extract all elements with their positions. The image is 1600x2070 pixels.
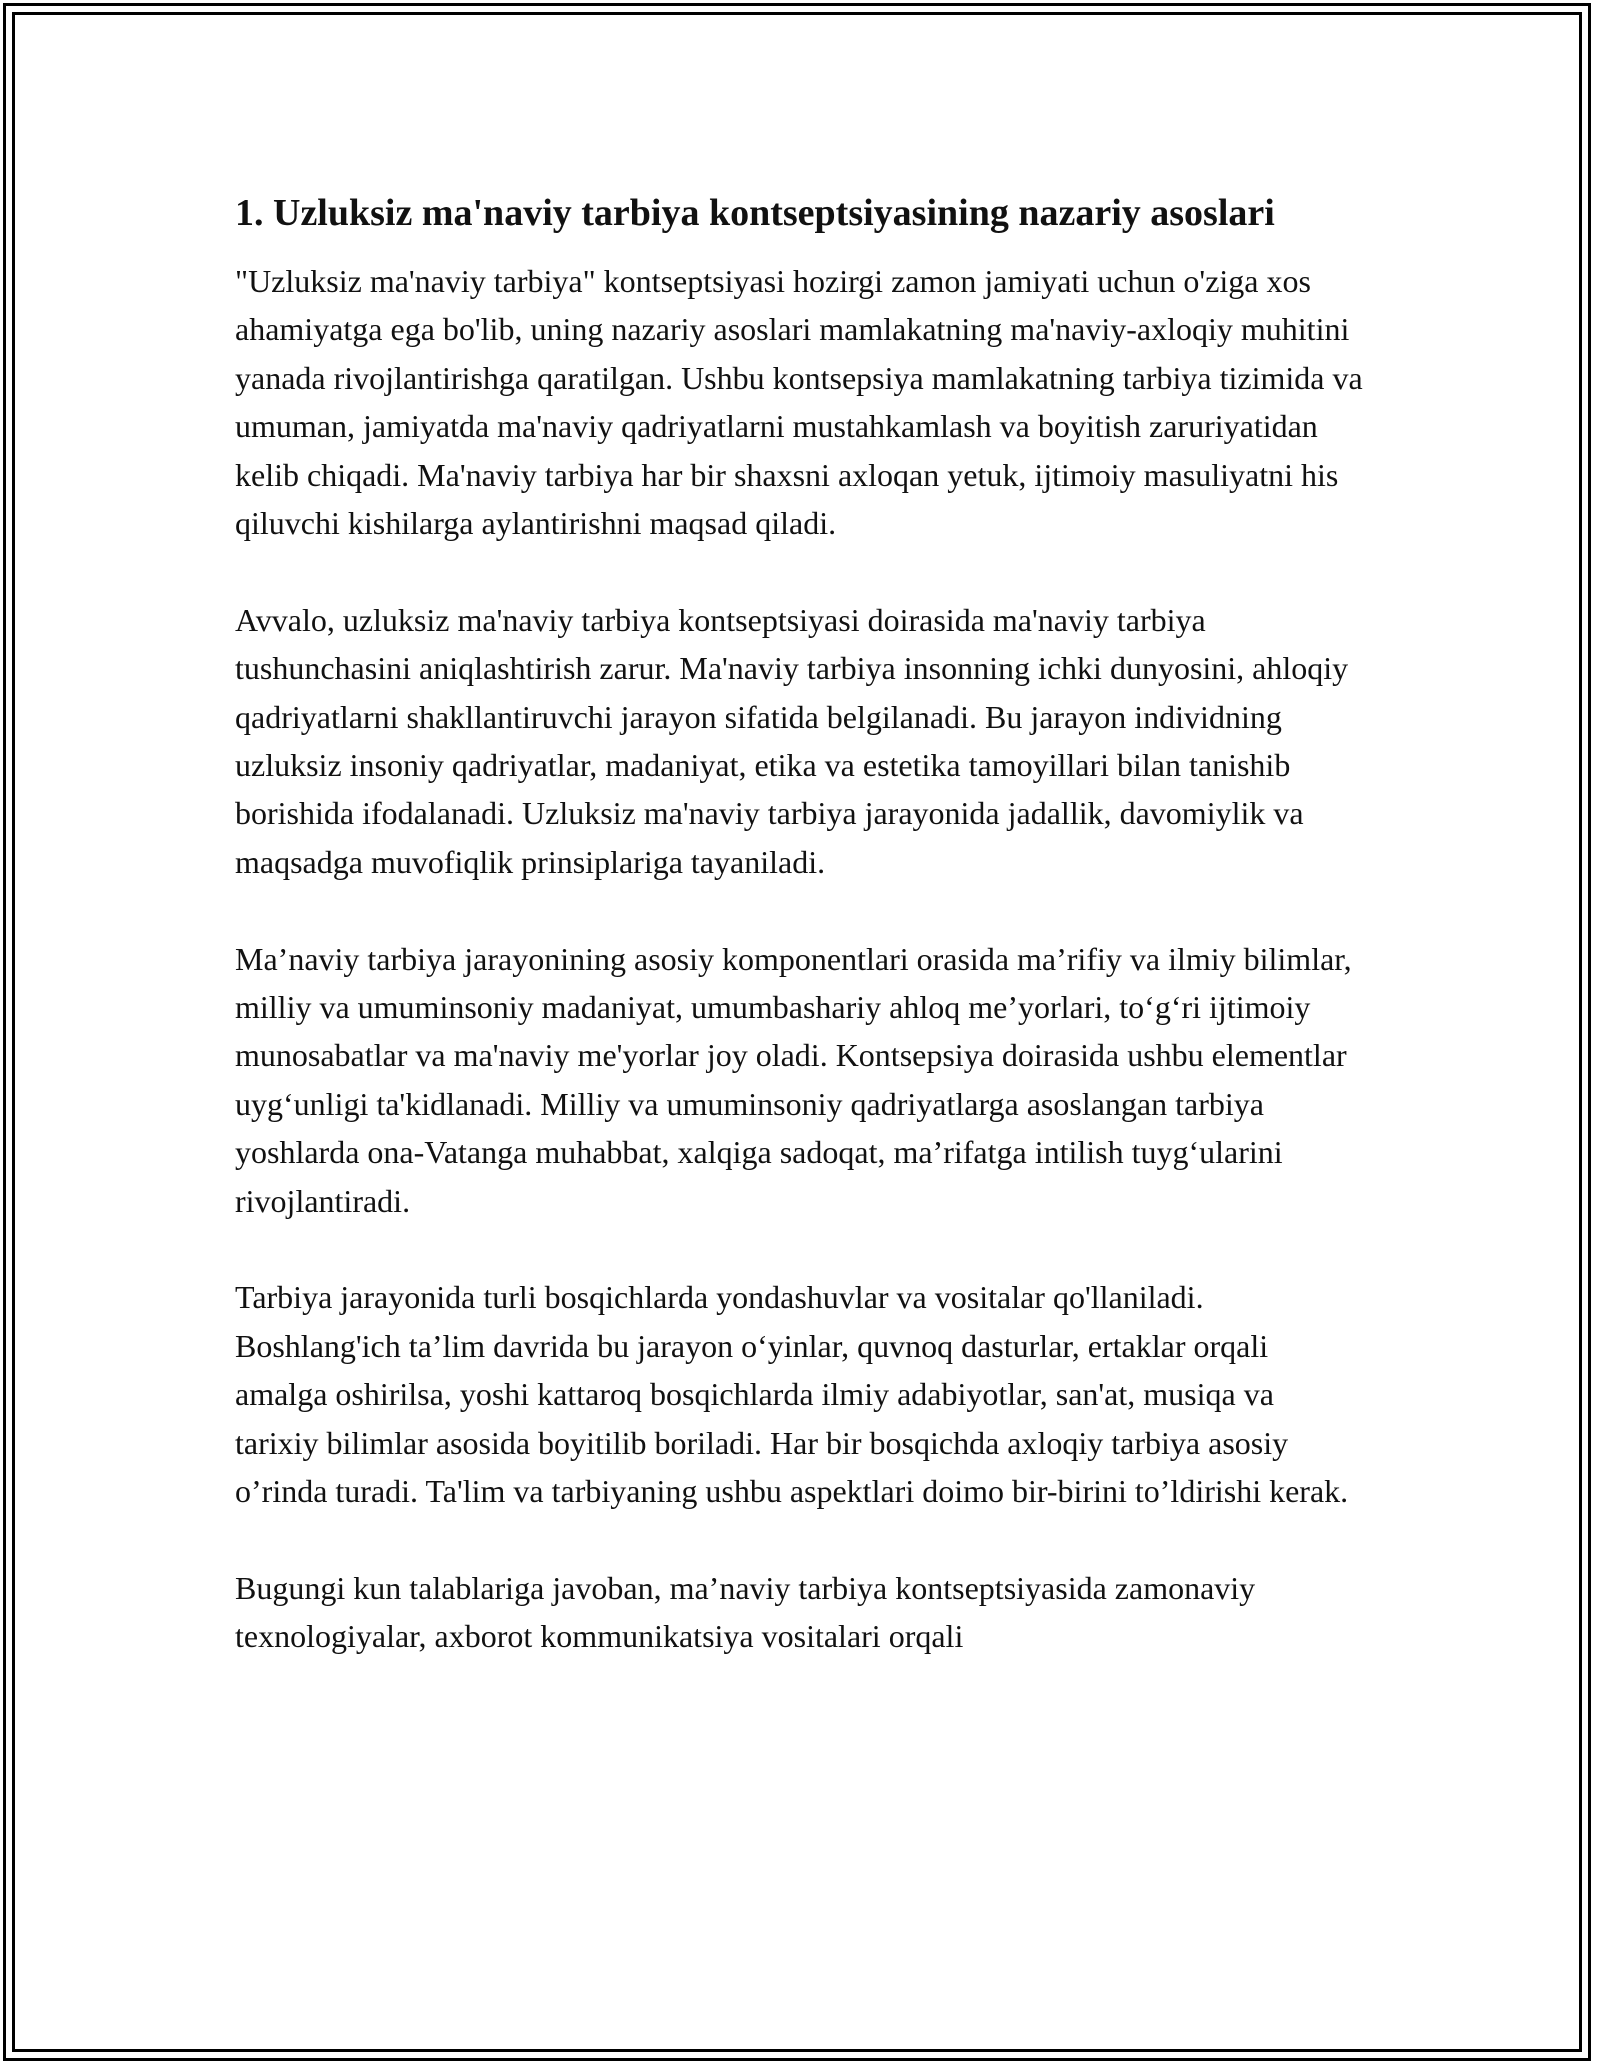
paragraph-3: Ma’naviy tarbiya jarayonining asosiy komponentlari orasida ma’rifiy va ilmiy bilimlar, milliy va umuminsoniy madaniyat, umumbashariy ahloq me’yorlari, to‘g‘ri ijtimoiy munosabatlar va ma'naviy me'yorlar joy oladi. Kontsepsiya doirasida ushbu elementlar uyg‘unligi ta'kidlanadi. Milliy va umuminsoniy qadriyatlarga asoslangan tarbiya yoshlarda ona-Vatanga muhabbat, xalqiga sadoqat, ma’rifatga intilish tuyg‘ularini rivojlantiradi. — [235, 940, 1352, 1219]
paragraph-1: "Uzluksiz ma'naviy tarbiya" kontseptsiyasi hozirgi zamon jamiyati uchun o'ziga xos ahamiyatga ega bo'lib, uning nazariy asoslari mamlakatning ma'naviy-axloqiy muhitini yanada rivojlantirishga qaratilgan. Ushbu kontsepsiya mamlakatning tarbiya tizimida va umuman, jamiyatda ma'naviy qadriyatlarni mustahkamlash va boyitish zaruriyatidan kelib chiqadi. Ma'naviy tarbiya har bir shaxsni axloqan yetuk, ijtimoiy masuliyatni his qiluvchi kishilarga aylantirishni maqsad qiladi. — [235, 263, 1363, 542]
paragraph-4: Tarbiya jarayonida turli bosqichlarda yondashuvlar va vositalar qo'llaniladi. Boshlang'ich ta’lim davrida bu jarayon o‘yinlar, quvnoq dasturlar, ertaklar orqali amalga oshirilsa, yoshi kattaroq bosqichlarda ilmiy adabiyotlar, san'at, musiqa va tarixiy bilimlar asosida boyitilib boriladi. Har bir bosqichda axloqiy tarbiya asosiy o’rinda turadi. Ta'lim va tarbiyaning ushbu aspektlari doimo bir-birini to’ldirishi kerak. — [235, 1279, 1349, 1510]
section-heading: 1. Uzluksiz ma'naviy tarbiya kontseptsiyasining nazariy asoslari — [235, 192, 1275, 234]
document-body — [235, 186, 1365, 1709]
paragraph-5: Bugungi kun talablariga javoban, ma’naviy tarbiya kontseptsiyasida zamonaviy texnologiyalar, axborot kommunikatsiya vositalari orqali — [235, 1569, 1256, 1655]
paragraph-2: Avvalo, uzluksiz ma'naviy tarbiya kontseptsiyasi doirasida ma'naviy tarbiya tushunchasini aniqlashtirish zarur. Ma'naviy tarbiya insonning ichki dunyosini, ahloqiy qadriyatlarni shakllantiruvchi jarayon sifatida belgilanadi. Bu jarayon individning uzluksiz insoniy qadriyatlar, madaniyat, etika va estetika tamoyillari bilan tanishib borishida ifodalanadi. Uzluksiz ma'naviy tarbiya jarayonida jadallik, davomiylik va maqsadga muvofiqlik prinsiplariga tayaniladi. — [235, 601, 1349, 880]
